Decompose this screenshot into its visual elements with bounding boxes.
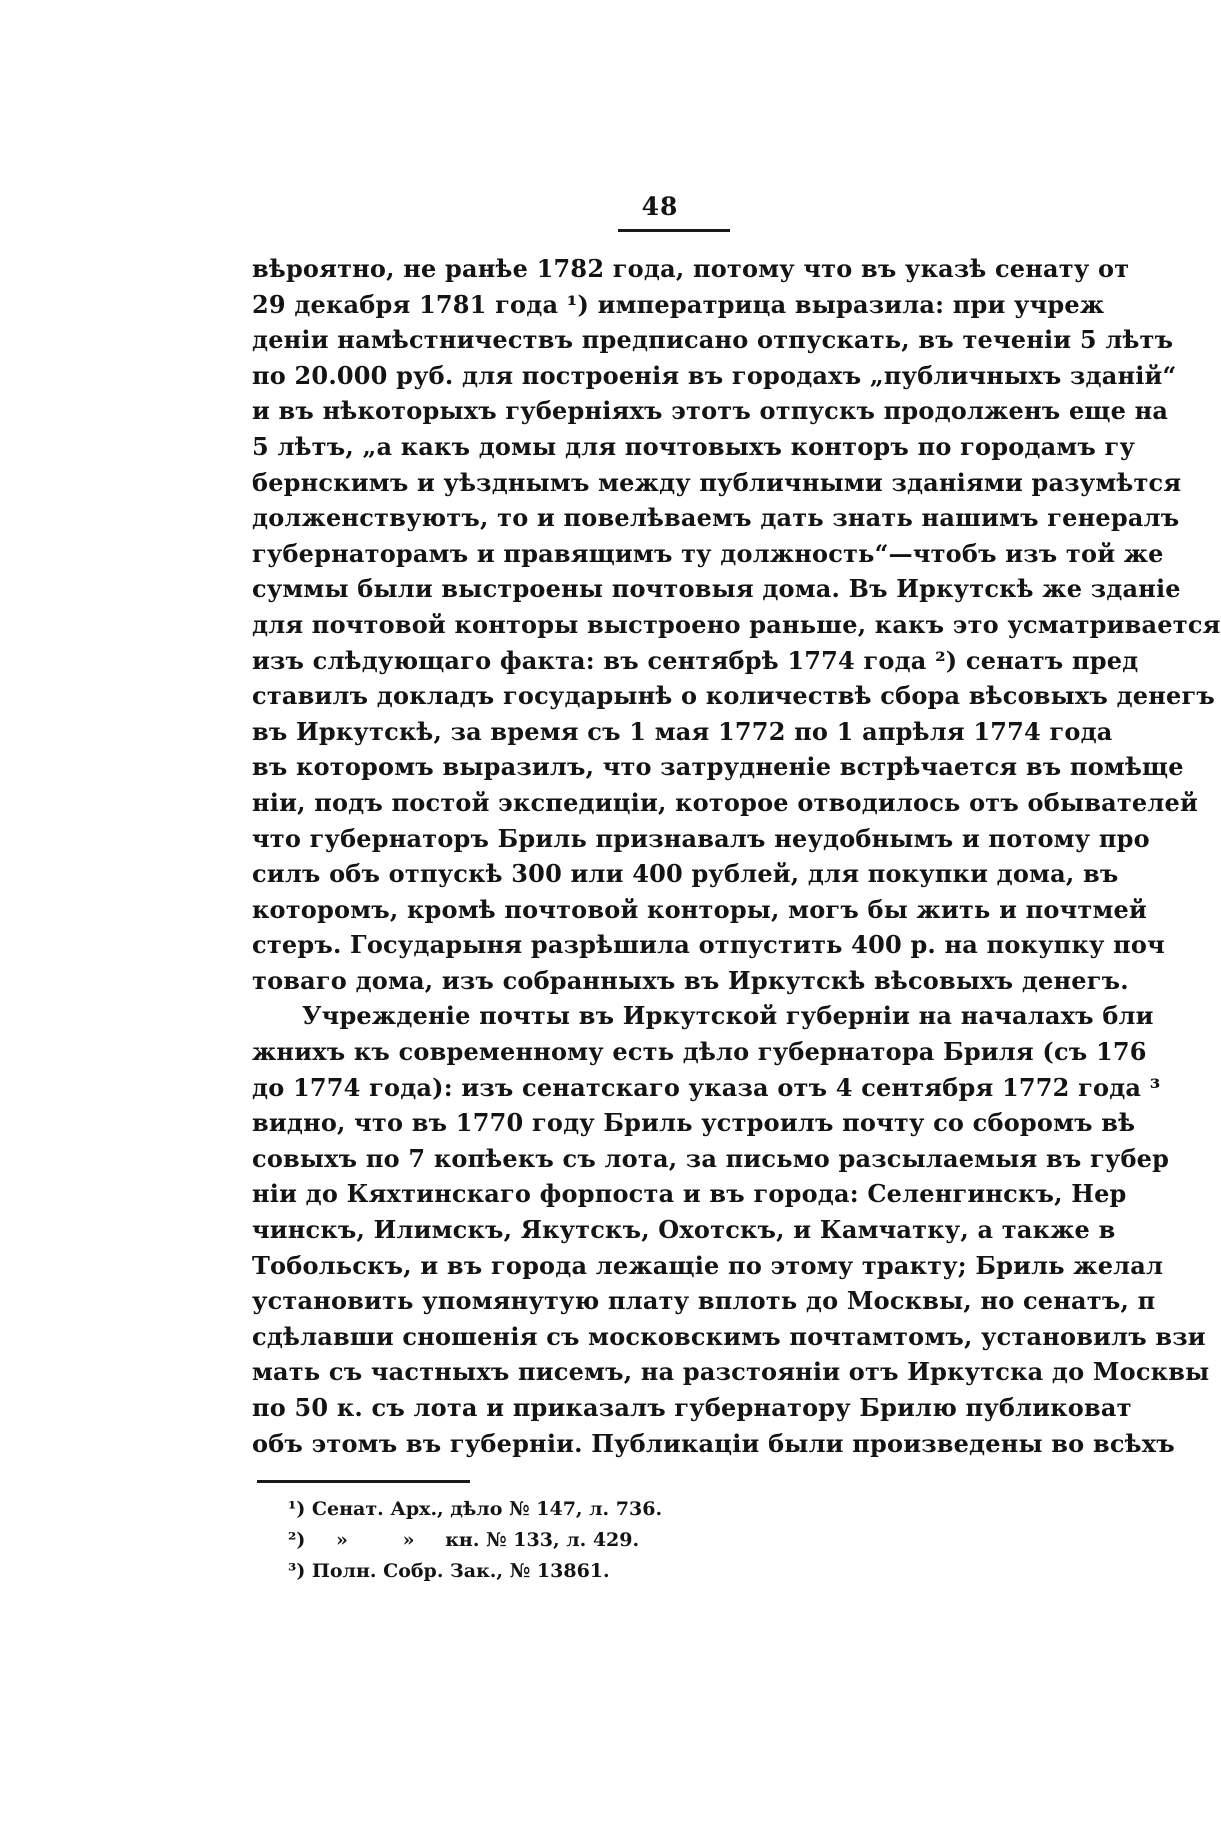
body-text bbox=[252, 251, 1221, 1461]
footnote-2-mark: ²) bbox=[288, 1529, 306, 1551]
text-line: что губернаторъ Бриль признавалъ неудобнымъ и потому про bbox=[252, 823, 1150, 853]
text-line: ніи, подъ постой экспедиціи, которое отводилось отъ обывателей bbox=[252, 787, 1198, 817]
text-line: и въ нѣкоторыхъ губерніяхъ этотъ отпускъ продолженъ еще на bbox=[252, 396, 1169, 426]
text-line: мать съ частныхъ писемъ, на разстояніи отъ Иркутска до Москвы bbox=[252, 1357, 1210, 1387]
text-line: въ которомъ выразилъ, что затрудненіе встрѣчается въ помѣще bbox=[252, 752, 1184, 782]
text-line: 5 лѣтъ, „а какъ домы для почтовыхъ конторъ по городамъ гу bbox=[252, 431, 1136, 461]
text-line: установить упомянутую плату вплоть до Москвы, но сенатъ, п bbox=[252, 1286, 1156, 1316]
footnote-2 bbox=[288, 1525, 788, 1556]
text-line: Тобольскъ, и въ города лежащіе по этому тракту; Бриль желал bbox=[252, 1250, 1164, 1280]
text-line: для почтовой конторы выстроено раньше, какъ это усматривается bbox=[252, 609, 1221, 639]
text-line: по 50 к. съ лота и приказалъ губернатору Брилю публиковат bbox=[252, 1393, 1132, 1422]
text-line: объ этомъ въ губерніи. Публикаціи были произведены во всѣхъ bbox=[252, 1428, 1175, 1458]
text-line: стеръ. Государыня разрѣшила отпустить 400 р. на покупку поч bbox=[252, 930, 1165, 960]
page-number: 48 bbox=[641, 192, 679, 221]
ditto-mark: » bbox=[402, 1529, 415, 1551]
ditto-mark: » bbox=[336, 1529, 348, 1551]
text-line: изъ слѣдующаго факта: въ сентябрѣ 1774 года ²) сенатъ пред bbox=[252, 645, 1139, 675]
footnotes bbox=[288, 1494, 788, 1587]
text-line: до 1774 года): изъ сенатскаго указа отъ 4 сентября 1772 года ³ bbox=[252, 1072, 1161, 1102]
text-line: суммы были выстроены почтовыя дома. Въ Иркутскѣ же зданіе bbox=[252, 574, 1181, 604]
footnote-3: ³) Полн. Собр. Зак., № 13861. bbox=[288, 1560, 610, 1582]
page-number-underline bbox=[618, 229, 730, 232]
text-line: 29 декабря 1781 года ¹) императрица выразила: при учреж bbox=[252, 289, 1105, 319]
text-line: которомъ, кромѣ почтовой конторы, могъ бы жить и почтмей bbox=[252, 894, 1147, 924]
text-line: жнихъ къ современному есть дѣло губернатора Бриля (съ 176 bbox=[252, 1037, 1147, 1067]
text-line: бернскимъ и уѣзднымъ между публичными зданіями разумѣтся bbox=[252, 467, 1182, 497]
footnote-separator bbox=[257, 1480, 470, 1483]
text-line: въ Иркутскѣ, за время съ 1 мая 1772 по 1 апрѣля 1774 года bbox=[252, 716, 1113, 746]
text-line: чинскъ, Илимскъ, Якутскъ, Охотскъ, и Камчатку, а также в bbox=[252, 1215, 1116, 1245]
text-line: совыхъ по 7 копѣекъ съ лота, за письмо разсылаемыя въ губер bbox=[252, 1143, 1170, 1173]
text-line: товаго дома, изъ собранныхъ въ Иркутскѣ вѣсовыхъ денегъ. bbox=[252, 965, 1129, 995]
text-line: видно, что въ 1770 году Бриль устроилъ почту со сборомъ вѣ bbox=[252, 1108, 1136, 1138]
text-line: деніи намѣстничествъ предписано отпускать, въ теченіи 5 лѣтъ bbox=[252, 325, 1174, 355]
paragraph-start-line: Учрежденіе почты въ Иркутской губерніи на началахъ бли bbox=[302, 1001, 1154, 1031]
text-line: губернаторамъ и правящимъ ту должность“—чтобъ изъ той же bbox=[252, 538, 1164, 568]
text-line: по 20.000 руб. для построенія въ городахъ „публичныхъ зданій“ bbox=[252, 360, 1177, 390]
text-line: вѣроятно, не ранѣе 1782 года, потому что въ указѣ сенату от bbox=[252, 254, 1130, 283]
text-line: сдѣлавши сношенія съ московскимъ почтамтомъ, установилъ взи bbox=[252, 1321, 1206, 1351]
text-line: ставилъ докладъ государынѣ о количествѣ сбора вѣсовыхъ денегъ bbox=[252, 681, 1216, 711]
text-line: долженствуютъ, то и повелѣваемъ дать знать нашимъ генералъ bbox=[252, 503, 1180, 533]
text-line: ніи до Кяхтинскаго форпоста и въ города: Селенгинскъ, Нер bbox=[252, 1179, 1127, 1209]
footnote-2-text: кн. № 133, л. 429. bbox=[445, 1529, 640, 1551]
text-line: силъ объ отпускѣ 300 или 400 рублей, для покупки дома, въ bbox=[252, 859, 1119, 889]
footnote-1: ¹) Сенат. Арх., дѣло № 147, л. 736. bbox=[288, 1498, 663, 1520]
